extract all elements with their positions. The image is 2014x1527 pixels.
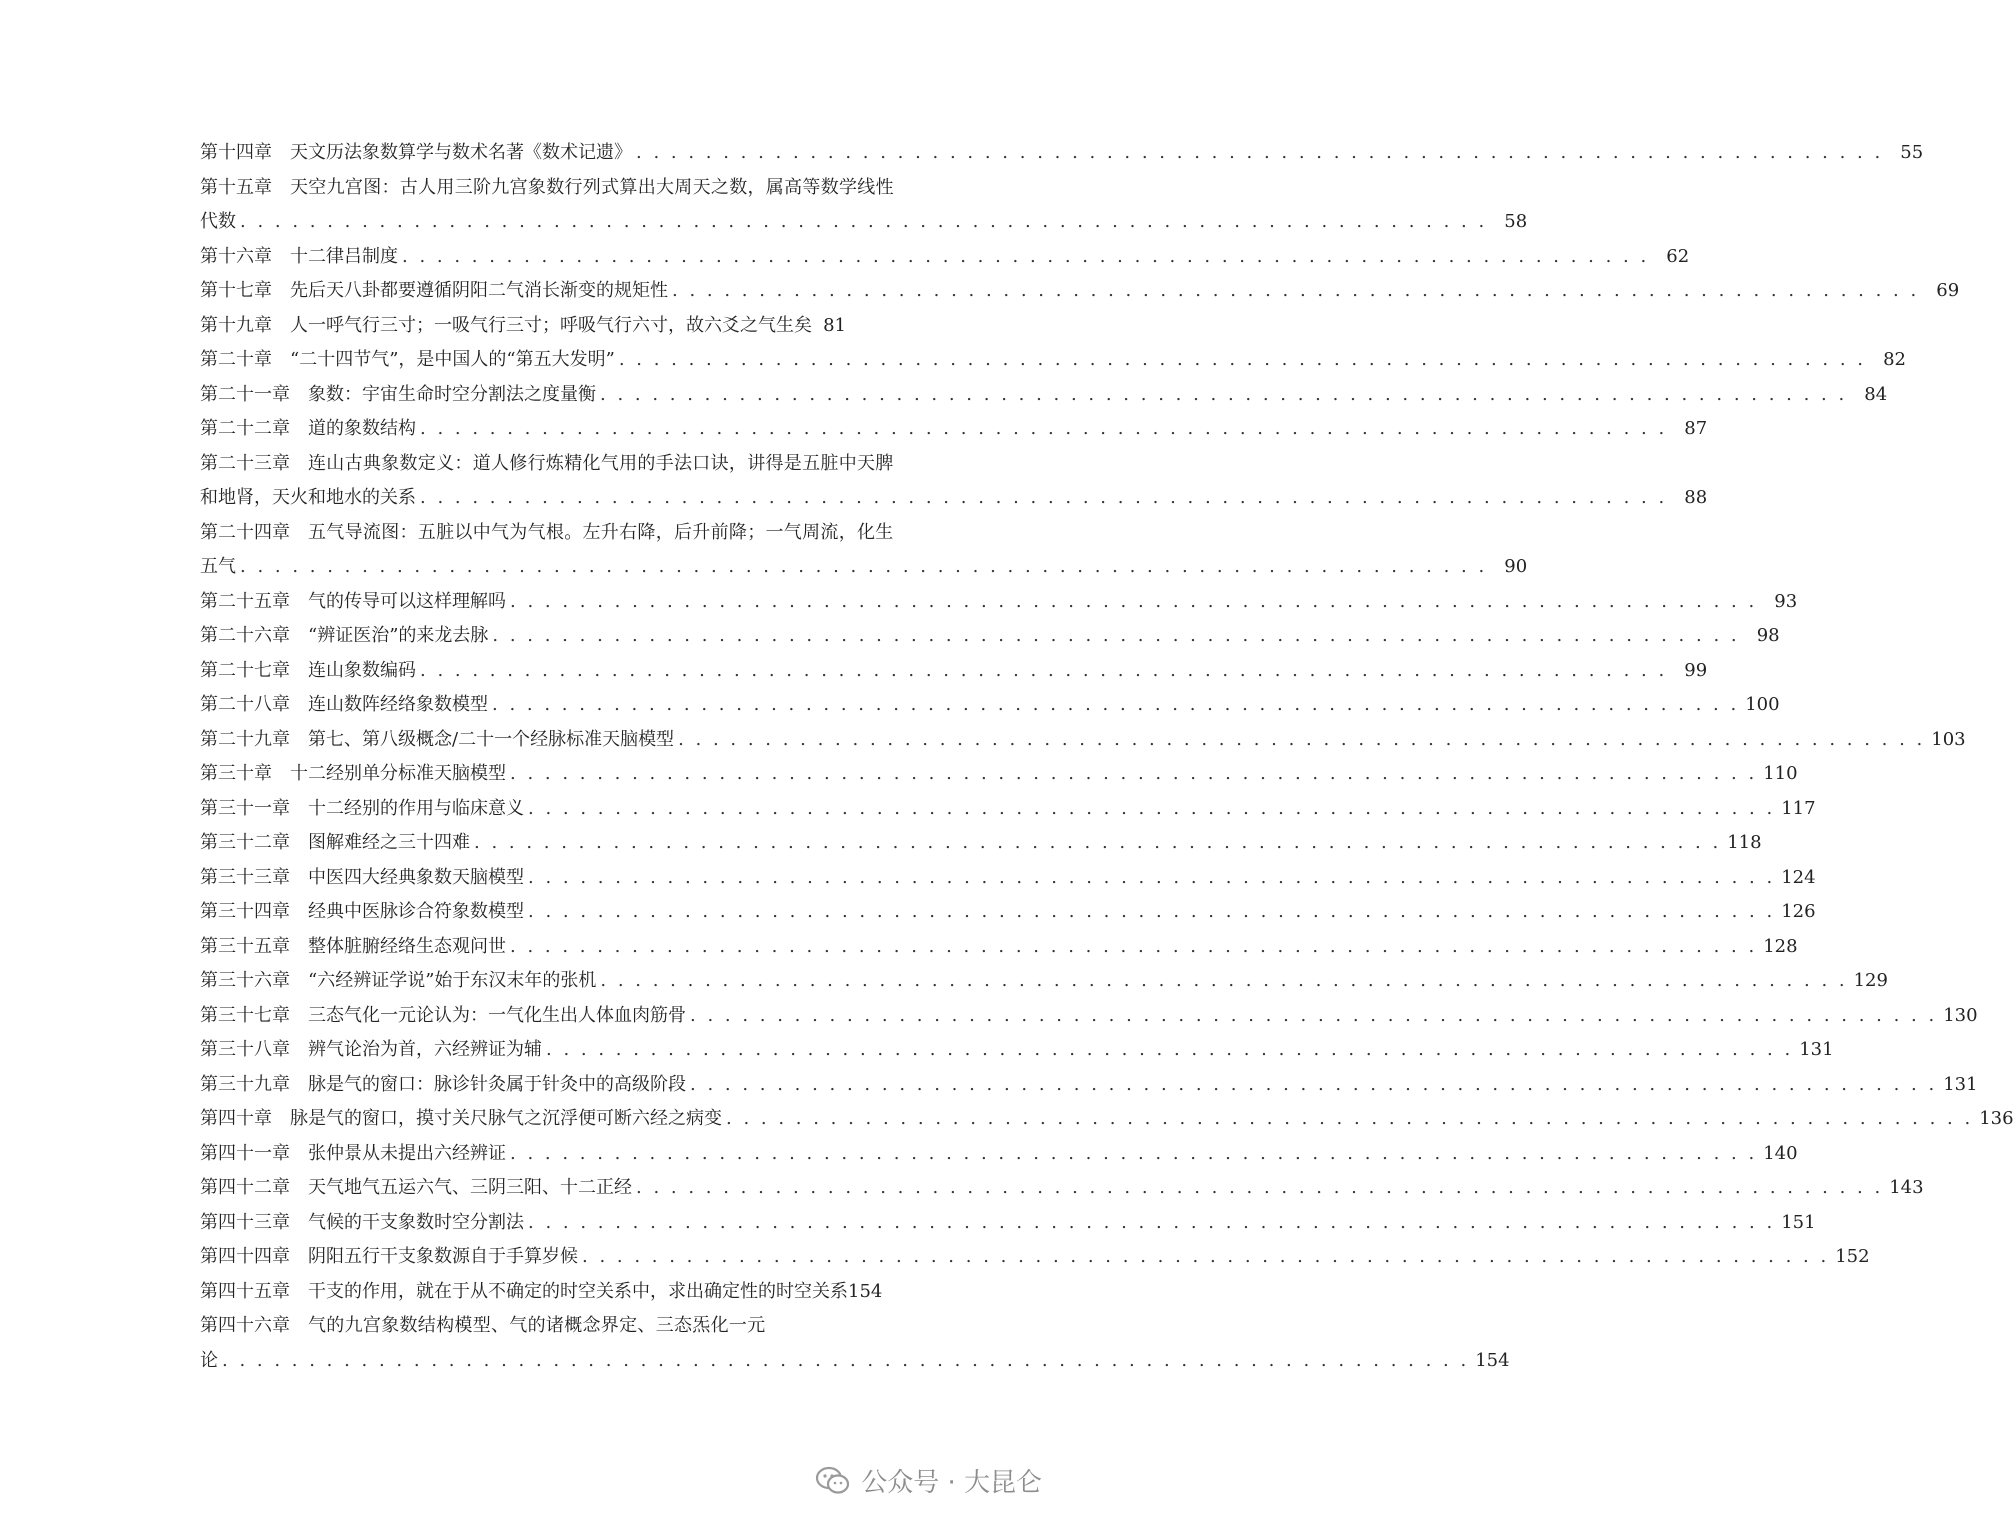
toc-title: 中医四大经典象数天脑模型 (308, 866, 524, 888)
toc-page-number: 93 (1774, 590, 1798, 612)
dot-leader: . . . . . . . . . . . . . . . . . . . . . . . . . . . . . . . . . . . . . . . . . . . . . . . . . . . . . . . . . . . . . . . . . . . . . . . . (474, 832, 1722, 853)
watermark-text: 公众号 · 大昆仑 (861, 1468, 1042, 1498)
toc-title: 五气导流图：五脏以中气为气根。左升右降，后升前降；一气周流，化生 (308, 521, 894, 543)
toc-title: 气的传导可以这样理解吗 (308, 590, 506, 612)
toc-title-cont: 代数 (200, 211, 236, 232)
toc-title: 连山象数编码 (308, 659, 416, 681)
toc-entry-continuation[interactable] (200, 1344, 1510, 1379)
dot-leader: . . . . . . . . . . . . . . . . . . . . . . . . . . . . . . . . . . . . . . . . . . . . . . . . . . . . . . . . . . . . . . . . . . . . . . . . (636, 1177, 1884, 1198)
toc-chapter: 第二十四章 (200, 521, 290, 543)
toc-entry[interactable] (200, 309, 920, 344)
toc-entry[interactable] (200, 792, 1816, 827)
dot-leader: . . . . . . . . . . . . . . . . . . . . . . . . . . . . . . . . . . . . . . . . . . . . . . . . . . . . . . . . . . . . . . . . . . . . . . . . (510, 935, 1758, 957)
toc-chapter: 第四十五章 (200, 1280, 290, 1302)
toc-title: 道的象数结构 (308, 418, 416, 439)
toc-entry[interactable] (200, 171, 920, 206)
toc-title: 气的九宫象数结构模型、气的诸概念界定、三态炁化一元 (308, 1315, 766, 1336)
toc-entry[interactable] (200, 1068, 1978, 1103)
toc-chapter: 第十六章 (200, 245, 272, 267)
toc-page-number: 126 (1781, 901, 1816, 922)
dot-leader: . . . . . . . . . . . . . . . . . . . . . . . . . . . . . . . . . . . . . . . . . . . . . . . . . . . . . . . . . . . . . . . . . . . . . . . . (528, 1211, 1776, 1233)
dot-leader: . . . . . . . . . . . . . . . . . . . . . . . . . . . . . . . . . . . . . . . . . . . . . . . . . . . . . . . . . . . . . . . . . . . . . . . . (510, 1142, 1758, 1164)
toc-chapter: 第三十六章 (200, 970, 290, 991)
toc-entry[interactable] (200, 619, 1780, 654)
toc-chapter: 第二十九章 (200, 728, 290, 750)
toc-entry-continuation[interactable] (200, 205, 1528, 240)
dot-leader: . . . . . . . . . . . . . . . . . . . . . . . . . . . . . . . . . . . . . . . . . . . . . . . . . . . . . . . . . . . . . . . . . . . . . . . . (582, 1246, 1830, 1267)
toc-page-number: 55 (1900, 142, 1924, 163)
toc-chapter: 第四十章 (200, 1108, 272, 1129)
toc-title: 十二经别单分标准天脑模型 (290, 763, 506, 784)
table-of-contents (200, 136, 2014, 1378)
toc-page-number: 136 (1979, 1108, 2014, 1129)
toc-entry[interactable] (200, 240, 1690, 275)
toc-entry[interactable] (200, 585, 1798, 620)
toc-title: 经典中医脉诊合符象数模型 (308, 901, 524, 922)
toc-title: 连山数阵经络象数模型 (308, 694, 488, 715)
toc-title: 人一呼气行三寸；一吸气行三寸；呼吸气行六寸，故六爻之气生矣 (290, 314, 812, 336)
toc-entry[interactable] (200, 412, 1708, 447)
toc-entry-continuation[interactable] (200, 550, 1528, 585)
toc-title: “二十四节气”，是中国人的“第五大发明” (290, 349, 615, 370)
toc-page-number: 110 (1763, 763, 1798, 784)
toc-chapter: 第二十六章 (200, 625, 290, 646)
dot-leader: . . . . . . . . . . . . . . . . . . . . . . . . . . . . . . . . . . . . . . . . . . . . . . . . . . . . . . . . . . . . . . . . . . . . . . . . (528, 797, 1776, 819)
toc-page-number: 69 (1936, 280, 1960, 301)
toc-page-number: 87 (1684, 418, 1708, 439)
toc-entry[interactable] (200, 930, 1798, 965)
toc-page-number: 62 (1666, 245, 1690, 267)
wechat-icon (815, 1466, 851, 1496)
toc-chapter: 第三十四章 (200, 901, 290, 922)
toc-title: 天气地气五运六气、三阴三阳、十二正经 (308, 1177, 632, 1198)
dot-leader: . . . . . . . . . . . . . . . . . . . . . . . . . . . . . . . . . . . . . . . . . . . . . . . . . . . . . . . . . . . . . . . . . . . . . . . . (528, 901, 1776, 922)
toc-entry[interactable] (200, 999, 1978, 1034)
dot-leader: . . . . . . . . . . . . . . . . . . . . . . . . . . . . . . . . . . . . . . . . . . . . . . . . . . . . . . . . . . . . . . . . . . . . . . . . (492, 694, 1740, 715)
toc-chapter: 第三十八章 (200, 1039, 290, 1060)
toc-title: 三态气化一元论认为：一气化生出人体血肉筋骨 (308, 1004, 686, 1026)
toc-chapter: 第四十三章 (200, 1211, 290, 1233)
toc-page-number: 140 (1763, 1142, 1798, 1164)
toc-title: 天空九宫图：古人用三阶九宫象数行列式算出大周天之数，属高等数学线性 (290, 176, 894, 198)
toc-entry[interactable] (200, 861, 1816, 896)
dot-leader: . . . . . . . . . . . . . . . . . . . . . . . . . . . . . . . . . . . . . . . . . . . . . . . . . . . . . . . . . . . . . . . . . . . . . . . . (618, 349, 1867, 370)
toc-page-number: 100 (1745, 694, 1780, 715)
toc-page-number: 84 (1864, 383, 1888, 405)
toc-page-number: 103 (1931, 728, 1966, 750)
toc-chapter: 第二十五章 (200, 590, 290, 612)
toc-chapter: 第三十二章 (200, 832, 290, 853)
toc-entry[interactable] (200, 1240, 1870, 1275)
toc-entry[interactable] (200, 1137, 1798, 1172)
dot-leader: . . . . . . . . . . . . . . . . . . . . . . . . . . . . . . . . . . . . . . . . . . . . . . . . . . . . . . . . . . . . . . . . . . . . . . . . (240, 211, 1488, 232)
toc-title: 第七、第八级概念/二十一个经脉标准天脑模型 (308, 728, 675, 750)
toc-title: 图解难经之三十四难 (308, 832, 470, 853)
toc-title: 脉是气的窗口：脉诊针灸属于针灸中的高级阶段 (308, 1073, 686, 1095)
toc-title: 张仲景从未提出六经辨证 (308, 1142, 506, 1164)
toc-title: 十二经别的作用与临床意义 (308, 797, 524, 819)
toc-entry[interactable] (200, 1275, 920, 1310)
toc-chapter: 第三十七章 (200, 1004, 290, 1026)
toc-chapter: 第三十五章 (200, 935, 290, 957)
toc-page-number: 81 (823, 314, 846, 336)
toc-page-number: 130 (1943, 1004, 1978, 1026)
toc-page-number: 152 (1835, 1246, 1870, 1267)
toc-page-number: 124 (1781, 866, 1816, 888)
toc-chapter: 第十四章 (200, 142, 272, 163)
toc-entry[interactable] (200, 1206, 1816, 1241)
toc-chapter: 第二十三章 (200, 452, 290, 474)
toc-page-number: 90 (1504, 556, 1528, 577)
toc-title: 气候的干支象数时空分割法 (308, 1211, 524, 1233)
toc-chapter: 第十七章 (200, 280, 272, 301)
dot-leader: . . . . . . . . . . . . . . . . . . . . . . . . . . . . . . . . . . . . . . . . . . . . . . . . . . . . . . . . . . . . . . . . . . . . . . . . (678, 728, 1926, 750)
toc-entry[interactable] (200, 447, 920, 482)
toc-page-number: 151 (1781, 1211, 1816, 1233)
toc-title: 连山古典象数定义：道人修行炼精化气用的手法口诀，讲得是五脏中天脾 (308, 452, 894, 474)
toc-chapter: 第十九章 (200, 314, 272, 336)
toc-page-number: 118 (1727, 832, 1762, 853)
toc-chapter: 第二十一章 (200, 383, 290, 405)
toc-entry[interactable] (200, 378, 1888, 413)
toc-title: 整体脏腑经络生态观问世 (308, 935, 506, 957)
toc-page-number: 58 (1504, 211, 1528, 232)
toc-title-cont: 五气 (200, 556, 236, 577)
toc-entry[interactable] (200, 274, 1960, 309)
toc-title-cont: 和地肾，天火和地水的关系 (200, 487, 416, 508)
toc-title-cont: 论 (200, 1349, 218, 1371)
dot-leader: . . . . . . . . . . . . . . . . . . . . . . . . . . . . . . . . . . . . . . . . . . . . . . . . . . . . . . . . . . . . . . . . . . . . . . . . (546, 1039, 1794, 1060)
toc-title: 脉是气的窗口，摸寸关尺脉气之沉浮便可断六经之病变 (290, 1108, 722, 1129)
dot-leader: . . . . . . . . . . . . . . . . . . . . . . . . . . . . . . . . . . . . . . . . . . . . . . . . . . . . . . . . . . . . . . . . . . . . . . . . (510, 590, 1758, 612)
toc-entry[interactable] (200, 826, 1762, 861)
toc-entry[interactable] (200, 1171, 1924, 1206)
toc-page-number: 98 (1756, 625, 1780, 646)
dot-leader: . . . . . . . . . . . . . . . . . . . . . . . . . . . . . . . . . . . . . . . . . . . . . . . . . . . . . . . . . . . . . . . . . . . . . . . . (636, 142, 1884, 163)
dot-leader: . . . . . . . . . . . . . . . . . . . . . . . . . . . . . . . . . . . . . . . . . . . . . . . . . . . . . . . . . . . . . . . . . . . . . . . . (672, 280, 1920, 301)
watermark (815, 1462, 1042, 1499)
toc-entry[interactable] (200, 516, 920, 551)
toc-entry-continuation[interactable] (200, 481, 1708, 516)
toc-title: 阴阳五行干支象数源自于手算岁候 (308, 1246, 578, 1267)
toc-chapter: 第四十四章 (200, 1246, 290, 1267)
toc-chapter: 第三十章 (200, 763, 272, 784)
toc-title: 象数：宇宙生命时空分割法之度量衡 (308, 383, 596, 405)
toc-page-number: 128 (1763, 935, 1798, 957)
toc-page-number: 129 (1853, 970, 1888, 991)
dot-leader: . . . . . . . . . . . . . . . . . . . . . . . . . . . . . . . . . . . . . . . . . . . . . . . . . . . . . . . . . . . . . . . . . . . . . . . . (420, 659, 1668, 681)
toc-chapter: 第二十八章 (200, 694, 290, 715)
dot-leader: . . . . . . . . . . . . . . . . . . . . . . . . . . . . . . . . . . . . . . . . . . . . . . . . . . . . . . . . . . . . . . . . . . . . . . . . (240, 556, 1488, 577)
dot-leader: . . . . . . . . . . . . . . . . . . . . . . . . . . . . . . . . . . . . . . . . . . . . . . . . . . . . . . . . . . . . . . . . . . . . . . . . (528, 866, 1776, 888)
toc-page-number: 117 (1781, 797, 1816, 819)
toc-title: “六经辨证学说”始于东汉末年的张机 (308, 970, 597, 991)
toc-chapter: 第三十三章 (200, 866, 290, 888)
toc-entry[interactable] (200, 964, 1888, 999)
toc-entry[interactable] (200, 1033, 1834, 1068)
toc-title: 天文历法象数算学与数术名著《数术记遗》 (290, 142, 632, 163)
toc-entry[interactable] (200, 723, 1966, 758)
toc-title: “辨证医治”的来龙去脉 (308, 625, 489, 646)
toc-entry[interactable] (200, 1309, 920, 1344)
toc-title: 十二律吕制度 (290, 245, 398, 267)
dot-leader: . . . . . . . . . . . . . . . . . . . . . . . . . . . . . . . . . . . . . . . . . . . . . . . . . . . . . . . . . . . . . . . . . . . . . . . . (690, 1073, 1938, 1095)
toc-chapter: 第三十一章 (200, 797, 290, 819)
toc-page-number: 154 (1475, 1349, 1510, 1371)
toc-entry[interactable] (200, 895, 1816, 930)
toc-title: 干支的作用，就在于从不确定的时空关系中，求出确定性的时空关系 (308, 1280, 848, 1302)
dot-leader: . . . . . . . . . . . . . . . . . . . . . . . . . . . . . . . . . . . . . . . . . . . . . . . . . . . . . . . . . . . . . . . . . . . . . . . . (600, 970, 1848, 991)
toc-chapter: 第二十章 (200, 349, 272, 370)
dot-leader: . . . . . . . . . . . . . . . . . . . . . . . . . . . . . . . . . . . . . . . . . . . . . . . . . . . . . . . . . . . . . . . . . . . . . . . . (420, 487, 1668, 508)
toc-entry[interactable] (200, 757, 1798, 792)
dot-leader: . . . . . . . . . . . . . . . . . . . . . . . . . . . . . . . . . . . . . . . . . . . . . . . . . . . . . . . . . . . . . . . . . . . . . . . . (600, 383, 1848, 405)
dot-leader: . . . . . . . . . . . . . . . . . . . . . . . . . . . . . . . . . . . . . . . . . . . . . . . . . . . . . . . . . . . . . . . . . . . . . . . . (420, 418, 1668, 439)
toc-title: 先后天八卦都要遵循阴阳二气消长渐变的规矩性 (290, 280, 668, 301)
dot-leader: . . . . . . . . . . . . . . . . . . . . . . . . . . . . . . . . . . . . . . . . . . . . . . . . . . . . . . . . . . . . . . . . . . . . . . . . (510, 763, 1758, 784)
toc-page-number: 143 (1889, 1177, 1924, 1198)
toc-chapter: 第四十六章 (200, 1315, 290, 1336)
toc-page-number: 82 (1883, 349, 1907, 370)
toc-title: 辨气论治为首，六经辨证为辅 (308, 1039, 542, 1060)
toc-entry[interactable] (200, 136, 1924, 171)
toc-page-number: 131 (1799, 1039, 1834, 1060)
dot-leader: . . . . . . . . . . . . . . . . . . . . . . . . . . . . . . . . . . . . . . . . . . . . . . . . . . . . . . . . . . . . . . . . . . . . . . . . (222, 1349, 1470, 1371)
toc-chapter: 第四十一章 (200, 1142, 290, 1164)
toc-page-number: 131 (1943, 1073, 1978, 1095)
toc-entry[interactable] (200, 1102, 2014, 1137)
toc-page-number: 88 (1684, 487, 1708, 508)
toc-chapter: 第二十二章 (200, 418, 290, 439)
toc-page-number: 99 (1684, 659, 1708, 681)
dot-leader: . . . . . . . . . . . . . . . . . . . . . . . . . . . . . . . . . . . . . . . . . . . . . . . . . . . . . . . . . . . . . . . . . . . . . . . . (492, 625, 1740, 646)
toc-entry[interactable] (200, 688, 1780, 723)
dot-leader: . . . . . . . . . . . . . . . . . . . . . . . . . . . . . . . . . . . . . . . . . . . . . . . . . . . . . . . . . . . . . . . . . . . . . . . . (402, 245, 1650, 267)
toc-chapter: 第十五章 (200, 176, 272, 198)
dot-leader: . . . . . . . . . . . . . . . . . . . . . . . . . . . . . . . . . . . . . . . . . . . . . . . . . . . . . . . . . . . . . . . . . . . . . . . . (726, 1108, 1974, 1129)
dot-leader: . . . . . . . . . . . . . . . . . . . . . . . . . . . . . . . . . . . . . . . . . . . . . . . . . . . . . . . . . . . . . . . . . . . . . . . . (690, 1004, 1938, 1026)
toc-page-number: 154 (848, 1280, 883, 1302)
toc-chapter: 第二十七章 (200, 659, 290, 681)
toc-chapter: 第三十九章 (200, 1073, 290, 1095)
toc-chapter: 第四十二章 (200, 1177, 290, 1198)
toc-entry[interactable] (200, 654, 1708, 689)
toc-entry[interactable] (200, 343, 1907, 378)
